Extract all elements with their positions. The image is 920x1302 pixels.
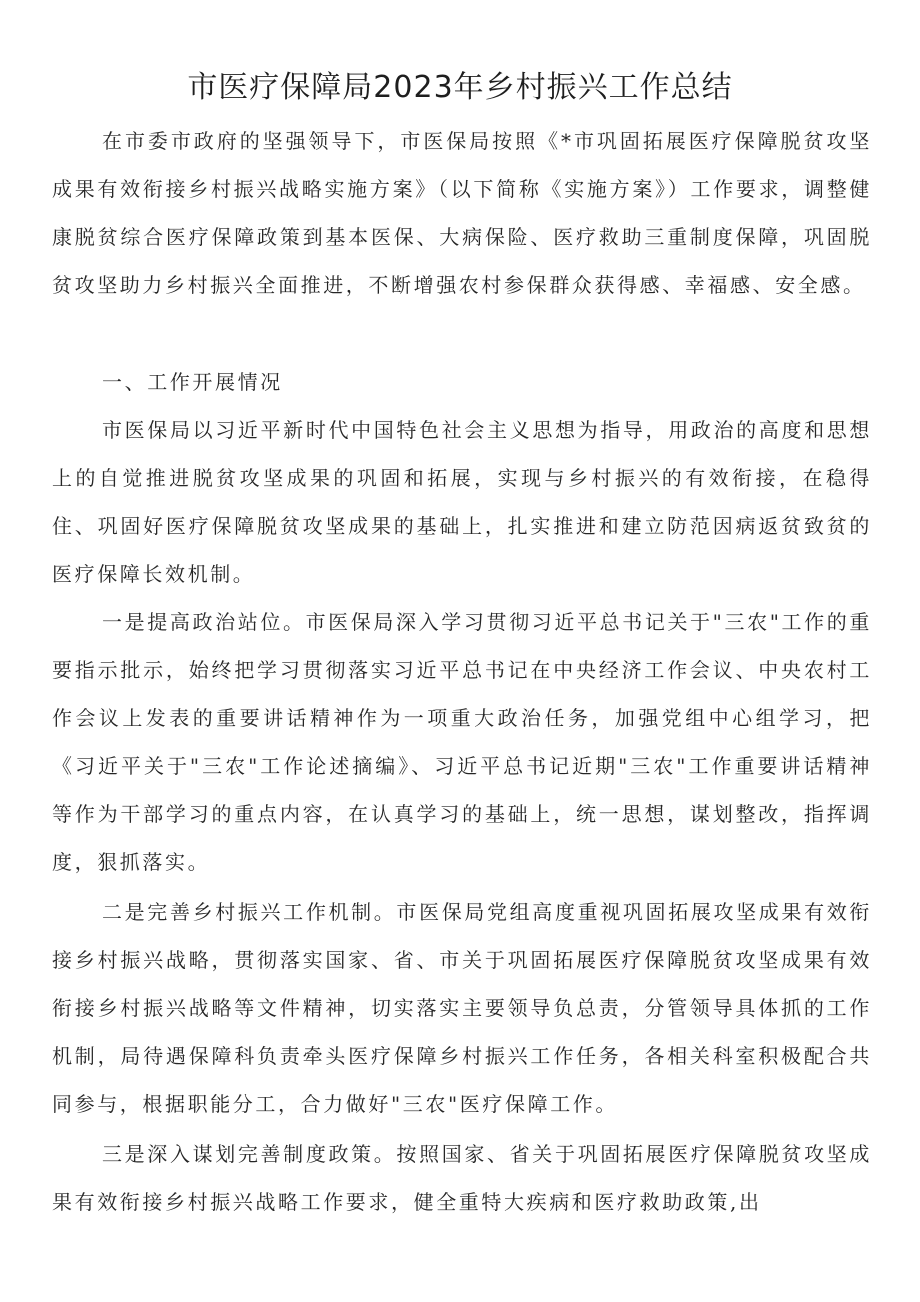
item-text-2: 市医保局党组高度重视巩固拓展攻坚成果有效衔接乡村振兴战略，贯彻落实国家、省、市关于巩固拓展医疗保障脱贫攻坚成果有效衔接乡村振兴战略等文件精神，切实落实主要领导负总责，分管领导具体抓的工作机制，局待遇保障科负责牵头医疗保障乡村振兴工作任务，各相关科室积极配合共同参与，根据职能分工，合力做好"三农"医疗保障工作。 [52, 900, 872, 1116]
item-lead-3: 三是深入谋划完善制度政策。 [102, 1142, 397, 1166]
document-title: 市医疗保障局2023年乡村振兴工作总结 [187, 70, 733, 105]
item-lead-2: 二是完善乡村振兴工作机制。 [102, 900, 397, 924]
item-paragraph-1 [52, 598, 872, 886]
section-heading: 一、工作开展情况 [102, 370, 283, 394]
item-text-3: 按照国家、省关于巩固拓展医疗保障脱贫攻坚成果有效衔接乡村振兴战略工作要求，健全重特大疾病和医疗救助政策,出 [52, 1142, 872, 1214]
intro-paragraph: 在市委市政府的坚强领导下，市医保局按照《*市巩固拓展医疗保障脱贫攻坚成果有效衔接乡村振兴战略实施方案》（以下简称《实施方案》）工作要求，调整健康脱贫综合医疗保障政策到基本医保、大病保险、医疗救助三重制度保障，巩固脱贫攻坚助力乡村振兴全面推进，不断增强农村参保群众获得感、幸福感、安全感。 [52, 129, 872, 297]
item-lead-1: 一是提高政治站位。 [102, 610, 306, 634]
item-text-1: 市医保局深入学习贯彻习近平总书记关于"三农"工作的重要指示批示，始终把学习贯彻落实习近平总书记在中央经济工作会议、中央农村工作会议上发表的重要讲话精神作为一项重大政治任务，加强党组中心组学习，把《习近平关于"三农"工作论述摘编》、习近平总书记近期"三农"工作重要讲话精神等作为干部学习的重点内容，在认真学习的基础上，统一思想，谋划整改，指挥调度，狠抓落实。 [52, 610, 872, 874]
item-paragraph-3 [52, 1130, 872, 1226]
item-paragraph-2 [52, 888, 872, 1128]
overview-paragraph: 市医保局以习近平新时代中国特色社会主义思想为指导，用政治的高度和思想上的自觉推进脱贫攻坚成果的巩固和拓展，实现与乡村振兴的有效衔接，在稳得住、巩固好医疗保障脱贫攻坚成果的基础上，扎实推进和建立防范因病返贫致贫的医疗保障长效机制。 [52, 418, 872, 586]
